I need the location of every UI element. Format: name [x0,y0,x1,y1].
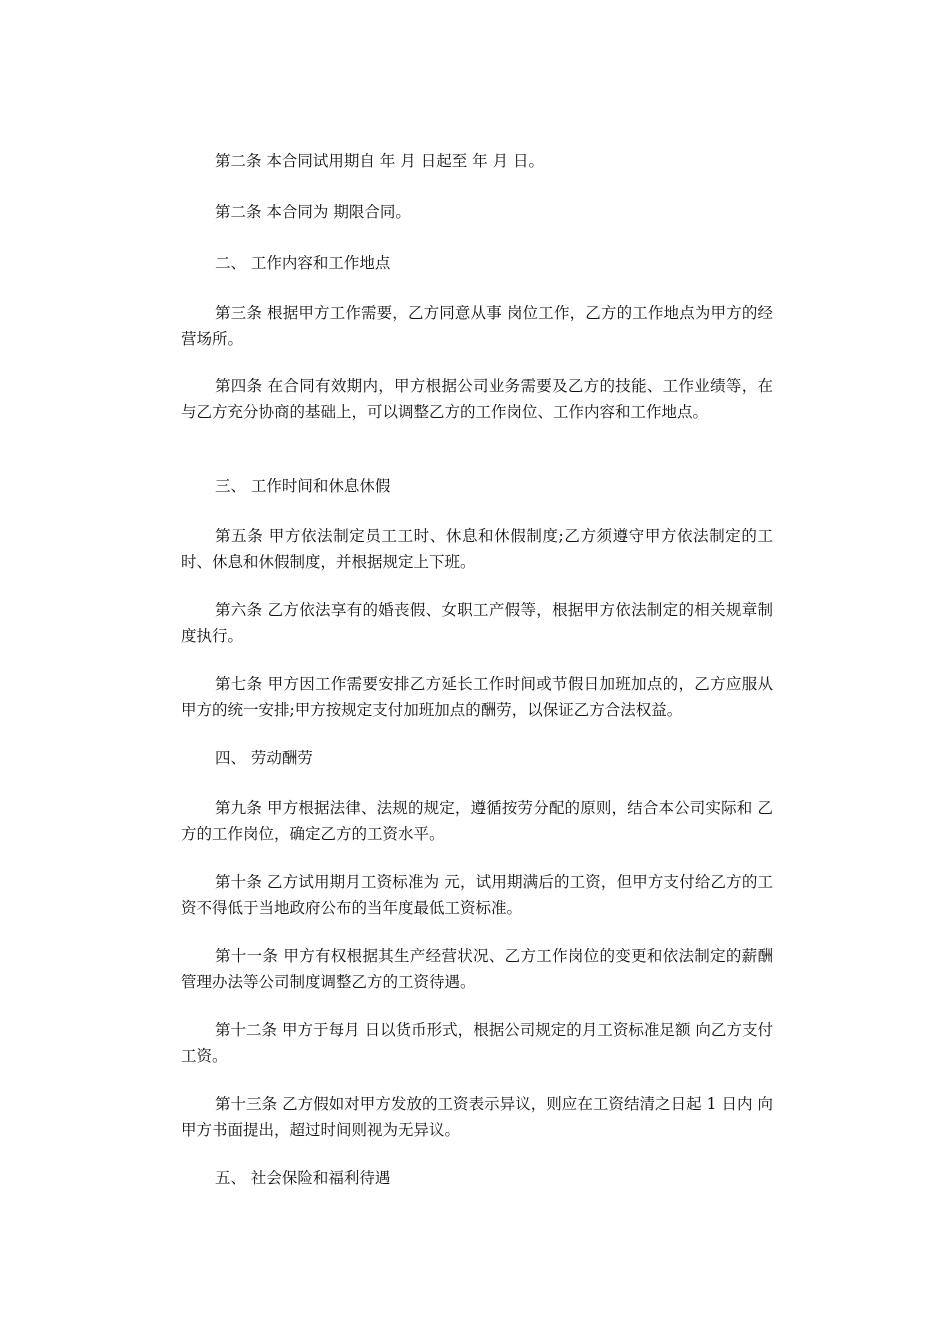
clause-3: 第三条 根据甲方工作需要，乙方同意从事 岗位工作，乙方的工作地点为甲方的经营场所。 [181,304,773,348]
clause-12: 第十二条 甲方于每月 日以货币形式，根据公司规定的月工资标准足额 向乙方支付工资。 [181,1021,773,1065]
clause-7: 第七条 甲方因工作需要安排乙方延长工作时间或节假日加班加点的，乙方应服从甲方的统一安排;甲方按规定支付加班加点的酬劳，以保证乙方合法权益。 [181,675,773,719]
clause-5: 第五条 甲方依法制定员工工时、休息和休假制度;乙方须遵守甲方依法制定的工时、休息和休假制度，并根据规定上下班。 [181,527,773,571]
clause-9: 第九条 甲方根据法律、法规的规定，遵循按劳分配的原则，结合本公司实际和 乙方的工作岗位，确定乙方的工资水平。 [181,799,773,843]
clause-4: 第四条 在合同有效期内，甲方根据公司业务需要及乙方的技能、工作业绩等，在与乙方充分协商的基础上，可以调整乙方的工作岗位、工作内容和工作地点。 [181,377,773,421]
clause-11: 第十一条 甲方有权根据其生产经营状况、乙方工作岗位的变更和依法制定的薪酬管理办法等公司制度调整乙方的工资待遇。 [181,947,773,991]
section-heading-work-content: 二、 工作内容和工作地点 [215,254,391,272]
section-heading-social-insurance: 五、 社会保险和福利待遇 [215,1169,391,1187]
section-heading-remuneration: 四、 劳动酬劳 [215,749,313,767]
clause-6: 第六条 乙方依法享有的婚丧假、女职工产假等，根据甲方依法制定的相关规章制度执行。 [181,601,773,645]
clause-10: 第十条 乙方试用期月工资标准为 元，试用期满后的工资，但甲方支付给乙方的工资不得低于当地政府公布的当年度最低工资标准。 [181,873,773,917]
clause-contract-term: 第二条 本合同为 期限合同。 [215,203,411,221]
clause-probation-period: 第二条 本合同试用期自 年 月 日起至 年 月 日。 [215,152,544,170]
clause-13: 第十三条 乙方假如对甲方发放的工资表示异议，则应在工资结清之日起 1 日内 向甲方书面提出，超过时间则视为无异议。 [181,1095,773,1139]
section-heading-work-time: 三、 工作时间和休息休假 [215,477,391,495]
